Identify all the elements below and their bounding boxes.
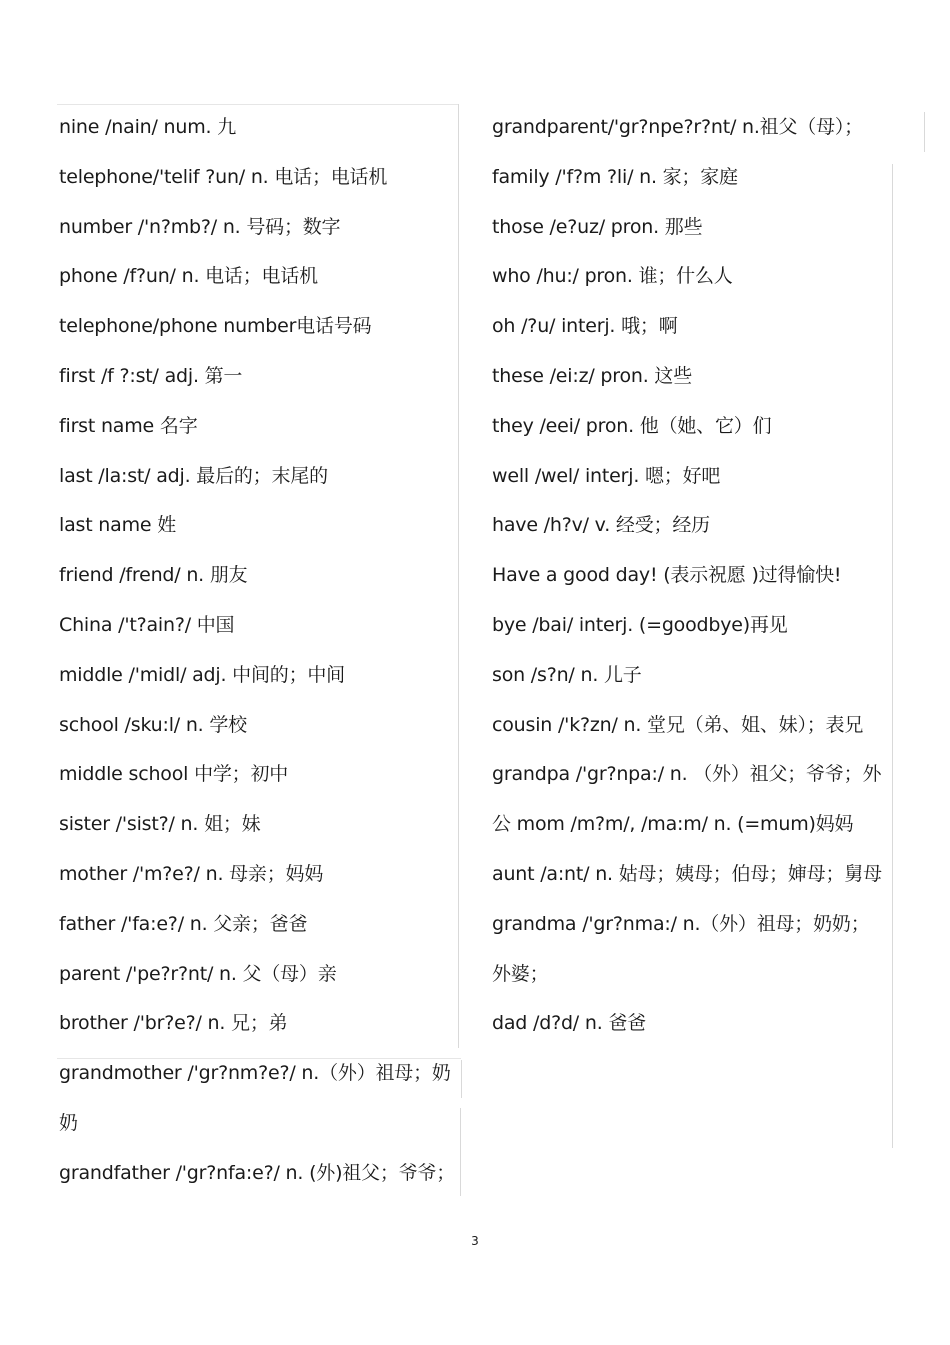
vocab-entry: they /eei/ pron. 他（她、它）们: [492, 414, 772, 437]
vocab-entry: grandpa /'gr?npa:/ n. （外）祖父；爷爷；外公 mom /m?m/, /ma:m/ n. (=mum)妈妈: [492, 763, 882, 836]
vocab-entry: telephone/phone number电话号码: [59, 315, 372, 338]
vocab-entry: cousin /'k?zn/ n. 堂兄（弟、姐、妹）；表兄: [492, 713, 864, 736]
vocab-entry: first name 名字: [59, 414, 198, 437]
vocab-entry: brother /'br?e?/ n. 兄；弟: [59, 1012, 288, 1035]
vocab-entry: mother /'m?e?/ n. 母亲；妈妈: [59, 862, 324, 885]
vocab-entry: grandmother /'gr?nm?e?/ n.（外）祖母；奶奶: [59, 1062, 451, 1134]
vocab-entry: parent /'pe?r?nt/ n. 父（母）亲: [59, 962, 337, 985]
vocab-entry: oh /?u/ interj. 哦；啊: [492, 315, 678, 338]
vocab-entry: sister /'sist?/ n. 姐；妹: [59, 813, 261, 836]
vocab-entry: these /ei:z/ pron. 这些: [492, 364, 692, 387]
vocab-entry: grandfather /'gr?nfa:e?/ n. (外)祖父；爷爷；: [59, 1161, 456, 1184]
divider-left-mid-v: [461, 1060, 462, 1098]
vocab-entry: friend /frend/ n. 朋友: [59, 564, 248, 587]
vocab-entry: last name 姓: [59, 514, 177, 537]
vocab-entry: middle /'midl/ adj. 中间的；中间: [59, 663, 345, 686]
divider-left-column: [458, 104, 459, 1048]
divider-left-bottom-v: [460, 1108, 461, 1196]
vocab-entry: nine /nain/ num. 九: [59, 116, 237, 138]
vocab-entry: telephone/'telif ?un/ n. 电话；电话机: [59, 165, 388, 188]
vocab-entry: aunt /a:nt/ n. 姑母；姨母；伯母；婶母；舅母: [492, 862, 882, 885]
vocab-entry: school /sku:l/ n. 学校: [59, 713, 247, 736]
vocab-entry: last /la:st/ adj. 最后的；末尾的: [59, 464, 328, 487]
vocab-entry: dad /d?d/ n. 爸爸: [492, 1012, 646, 1035]
vocab-entry: who /hu:/ pron. 谁；什么人: [492, 265, 733, 288]
vocab-entry: middle school 中学；初中: [59, 763, 289, 786]
vocab-entry: bye /bai/ interj. (=goodbye)再见: [492, 613, 788, 636]
vocab-entry: number /'n?mb?/ n. 号码；数字: [59, 215, 341, 238]
vocab-entry: grandparent/'gr?npe?r?nt/ n.祖父（母）；: [492, 116, 863, 138]
vocab-entry: China /'t?ain?/ 中国: [59, 613, 235, 636]
vocab-entry: phone /f?un/ n. 电话；电话机: [59, 265, 318, 288]
vocab-entry: son /s?n/ n. 儿子: [492, 663, 642, 686]
vocab-entry: have /h?v/ v. 经受；经历: [492, 514, 710, 537]
vocab-entry: Have a good day! (表示祝愿 )过得愉快!: [492, 564, 842, 587]
vocab-entry: first /f ?:st/ adj. 第一: [59, 364, 243, 387]
vocab-entry: well /wel/ interj. 嗯；好吧: [492, 464, 721, 487]
divider-right-top: [924, 112, 925, 152]
page-number: 3: [471, 1234, 479, 1248]
left-vocabulary-column: [59, 103, 457, 1199]
vocab-entry: grandma /'gr?nma:/ n.（外）祖母；奶奶；外婆；: [492, 912, 870, 985]
divider-right-column: [892, 164, 893, 1148]
vocab-entry: father /'fa:e?/ n. 父亲；爸爸: [59, 912, 308, 935]
vocab-entry: those /e?uz/ pron. 那些: [492, 215, 703, 238]
vocab-entry: family /'f?m ?li/ n. 家；家庭: [492, 165, 738, 188]
right-vocabulary-column: [492, 103, 884, 1049]
